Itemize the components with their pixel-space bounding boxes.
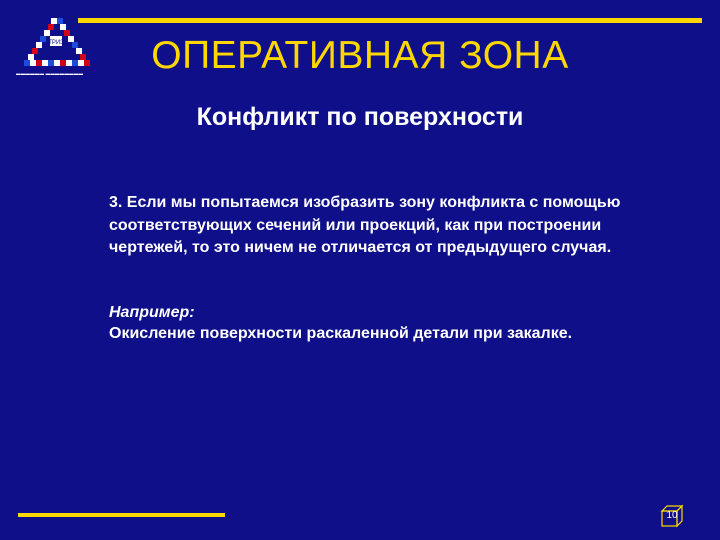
- example-block: [109, 302, 669, 344]
- body-paragraph: 3. Если мы попытаемся изобразить зону конфликта с помощью соответствующих сечений или проекций, как при построении чертежей, то это ничем не отличается от предыдущего случая.: [109, 194, 621, 256]
- svg-text:ТРИЗ: ТРИЗ: [48, 40, 64, 46]
- bottom-divider: [18, 513, 225, 517]
- top-divider: [78, 18, 702, 23]
- slide-subtitle: Конфликт по поверхности: [196, 103, 524, 131]
- logo-caption: ▬▬▬▬▬▬ ▬▬▬▬▬▬▬▬: [16, 71, 84, 76]
- slide-title: ОПЕРАТИВНАЯ ЗОНА: [151, 34, 569, 77]
- example-label: Например:: [109, 304, 195, 321]
- body-paragraph-block: [109, 192, 649, 260]
- page-number: 10: [666, 510, 678, 521]
- example-text: Окисление поверхности раскаленной детали при закалке.: [109, 325, 573, 342]
